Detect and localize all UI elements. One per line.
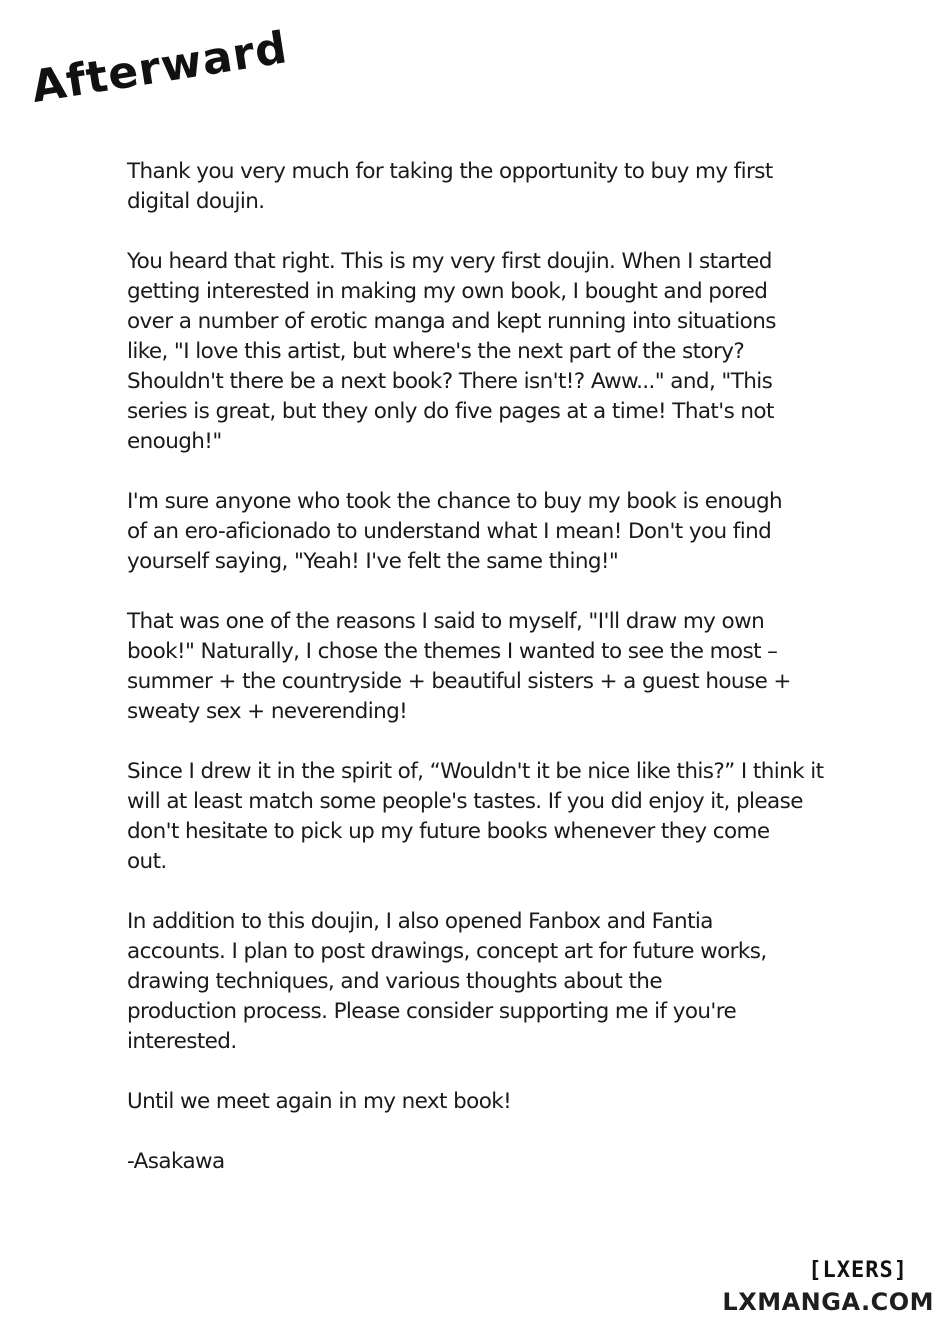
author-signature: -Asakawa bbox=[127, 1149, 225, 1174]
site-watermark: LXMANGA.COM bbox=[722, 1288, 934, 1316]
afterword-body bbox=[127, 157, 847, 1177]
paragraph-themes: That was one of the reasons I said to myself, "I'll draw my own book!" Naturally, I chose the themes I wanted to see the most – summer + the countryside + beautiful sisters + a guest house + sweaty sex + neverending! bbox=[127, 609, 791, 724]
paragraph-ero-aficionado: I'm sure anyone who took the chance to buy my book is enough of an ero-aficionado to understand what I mean! Don't you find yourself saying, "Yeah! I've felt the same thing!" bbox=[127, 489, 783, 574]
paragraph-thanks: Thank you very much for taking the opportunity to buy my first digital doujin. bbox=[127, 159, 773, 214]
page-title: Afterward bbox=[28, 22, 292, 113]
paragraph-fanbox-fantia: In addition to this doujin, I also opened Fanbox and Fantia accounts. I plan to post drawings, concept art for future works, drawing techniques, and various thoughts about the production process. Please consider supporting me if you're interested. bbox=[127, 909, 767, 1054]
paragraph-until-next: Until we meet again in my next book! bbox=[127, 1089, 512, 1114]
scanlator-credit: [LXERS] bbox=[808, 1258, 908, 1283]
paragraph-spirit: Since I drew it in the spirit of, “Wouldn't it be nice like this?” I think it will at least match some people's tastes. If you did enjoy it, please don't hesitate to pick up my future books whenever they come out. bbox=[127, 759, 824, 874]
paragraph-first-doujin: You heard that right. This is my very first doujin. When I started getting interested in making my own book, I bought and pored over a number of erotic manga and kept running into situations like, "I love this artist, but where's the next part of the story? Shouldn't there be a next book? There isn't!? Aww..." and, "This series is great, but they only do five pages at a time! That's not enough!" bbox=[127, 249, 776, 454]
